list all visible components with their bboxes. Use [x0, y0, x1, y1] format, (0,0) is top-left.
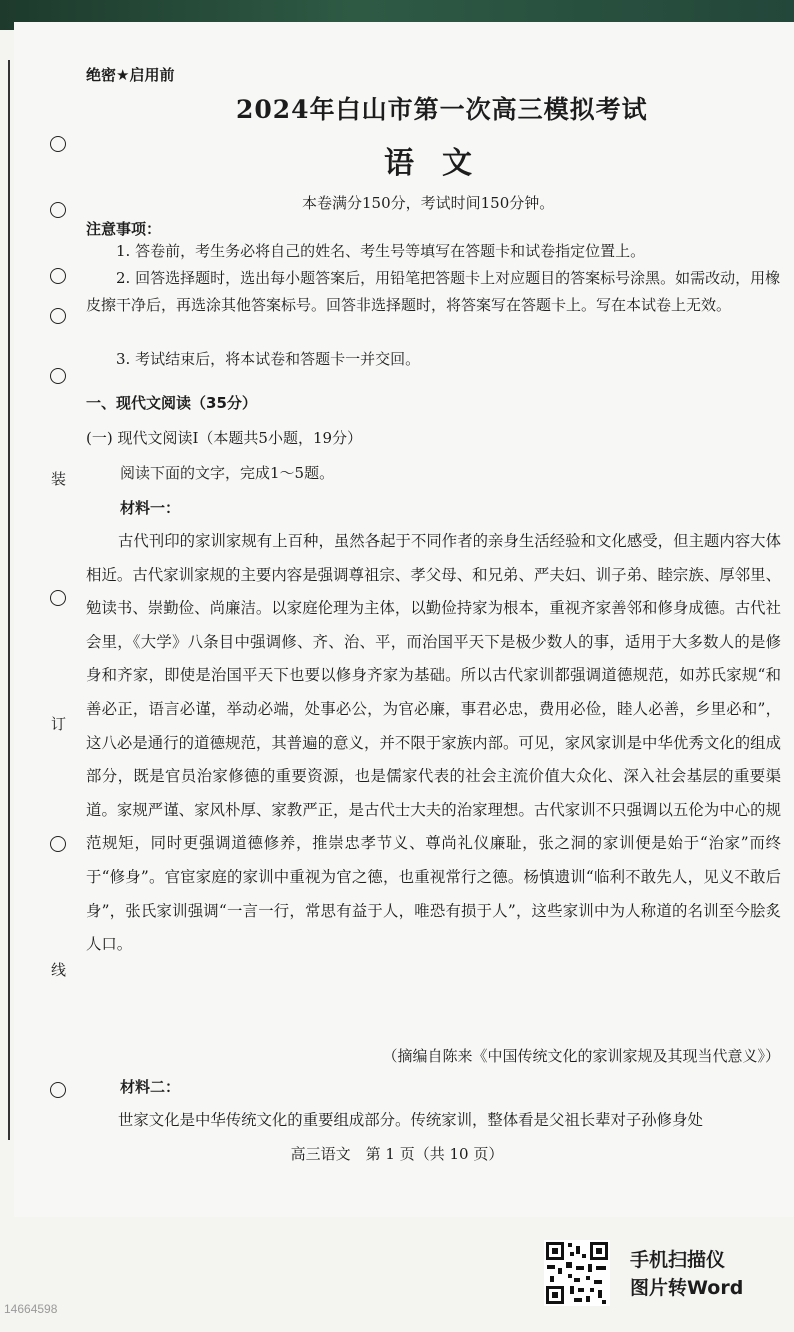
binding-mark-ding: 订 [51, 715, 67, 733]
material-2-label: 材料二： [120, 1078, 181, 1096]
section-title: 一、现代文阅读（35分） [86, 394, 257, 412]
material-1-text: 古代刊印的家训家规有上百种，虽然各起于不同作者的亲身生活经验和文化感受，但主题内容大体相近。古代家训家规的主要内容是强调尊祖宗、孝父母、和兄弟、严夫妇、训子弟、睦宗族、厚邻里、勉读书、崇勤俭、尚廉洁。以家庭伦理为主体，以勤俭持家为根本，重视齐家善邻和修身成德。古代社会里，《大学》八条目中强调修、齐、治、平，而治国平天下是极少数人的事，适用于大多数人的是修身和齐家，即使是治国平天下也要以修身齐家为基础。所以古代家训都强调道德规范，如苏氏家规“和善必正，语言必谨，举动必端，处事必公，为官必廉，事君必忠，费用必俭，睦人必善，乡里必和”，这八必是通行的道德规范，其普遍的意义，并不限于家族内部。可见，家风家训是中华优秀文化的组成部分，既是官员治家修德的重要资源，也是儒家代表的社会主流价值大众化、深入社会基层的重要渠道。家规严谨、家风朴厚、家教严正，是古代士大夫的治家理想。古代家训不只强调以五伦为中心的规范规矩，同时更强调道德修养，推崇忠孝节义、尊尚礼仪廉耻，张之洞的家训便是始于“治家”而终于“修身”。官宦家庭的家训中重视为官之德，也重视常行之德。杨慎遗训“临利不敢先人，见义不敢后身”，张氏家训强调“一言一行，常思有益于人，唯恐有损于人”，这些家训中为人称道的名训至今脍炙人口。 [86, 532, 781, 954]
binding-mark-xian: 线 [51, 961, 67, 979]
notice-title: 注意事项： [86, 220, 162, 238]
notice-item-3: 3. 考试结束后，将本试卷和答题卡一并交回。 [116, 350, 421, 368]
notice-item-2: 2. 回答选择题时，选出每小题答案后，用铅笔把答题卡上对应题目的答案标号涂黑。如需改动，用橡皮擦干净后，再选涂其他答案标号。回答非选择题时，将答案写在答题卡上。写在本试卷上无效。 [86, 269, 781, 314]
binding-hole [50, 136, 66, 152]
binding-mark-zhuang: 装 [51, 470, 67, 488]
binding-edge-line [8, 60, 10, 1140]
scanner-ad-line-1: 手机扫描仪 [630, 1249, 726, 1271]
material-1-label: 材料一： [120, 499, 181, 517]
notice-item-1: 1. 答卷前，考生务必将自己的姓名、考生号等填写在答题卡和试卷指定位置上。 [116, 242, 646, 260]
binding-hole [50, 368, 66, 384]
qr-code-icon [544, 1240, 610, 1306]
material-1-citation: （摘编自陈来《中国传统文化的家训家规及其现当代意义》） [382, 1047, 780, 1065]
scanner-ad-line-2: 图片转Word [630, 1277, 744, 1299]
page-footer: 高三语文 第 1 页（共 10 页） [290, 1145, 504, 1163]
material-2-text: 世家文化是中华传统文化的重要组成部分。传统家训，整体看是父祖长辈对子孙修身处 [118, 1111, 703, 1129]
reading-instruction: 阅读下面的文字，完成1～5题。 [120, 464, 335, 482]
binding-hole [50, 836, 66, 852]
corner-id: 14664598 [4, 1302, 58, 1316]
binding-hole [50, 268, 66, 284]
exam-title: 2024年白山市第一次高三模拟考试 [236, 95, 648, 124]
binding-hole [50, 308, 66, 324]
subsection-title: (一) 现代文阅读Ⅰ（本题共5小题，19分） [86, 429, 363, 447]
binding-hole [50, 202, 66, 218]
binding-hole [50, 1082, 66, 1098]
confidential-label: 绝密★启用前 [86, 66, 175, 84]
subject-title: 语文 [384, 146, 500, 181]
score-time-info: 本卷满分150分，考试时间150分钟。 [302, 194, 555, 212]
binding-hole [50, 590, 66, 606]
